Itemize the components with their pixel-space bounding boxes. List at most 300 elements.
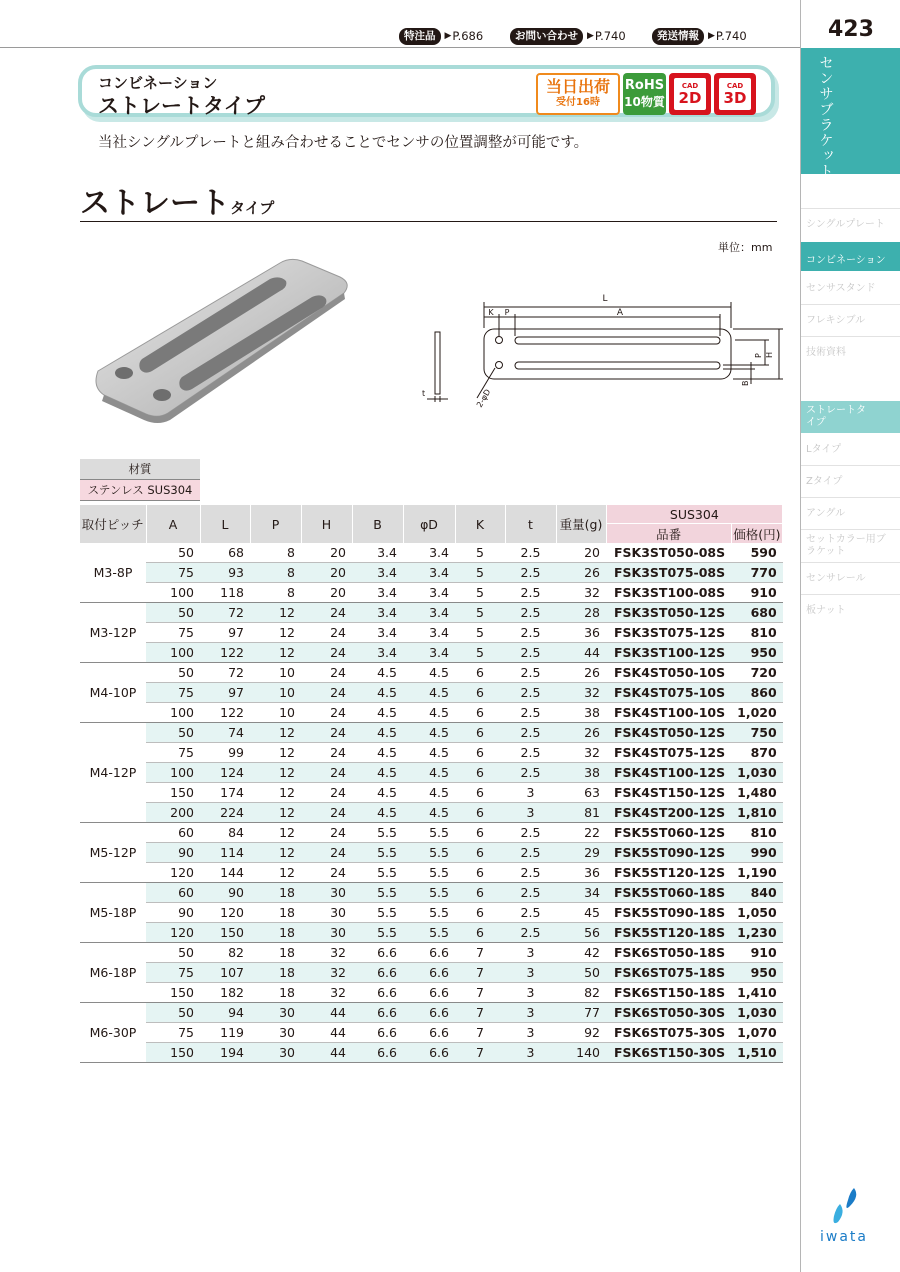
cell-p: 30 [250, 1023, 301, 1043]
cell-k: 6 [455, 663, 505, 683]
cell-d: 4.5 [403, 743, 455, 763]
cell-price: 840 [731, 883, 783, 903]
cell-l: 122 [200, 643, 250, 663]
spec-table-body [80, 543, 783, 1063]
table-row [80, 543, 783, 563]
table-row [80, 863, 783, 883]
cell-part-number[interactable]: FSK6ST050-30S [606, 1003, 731, 1023]
ref-page: P.740 [715, 29, 747, 43]
cell-p: 12 [250, 643, 301, 663]
cad-label: CAD [726, 82, 744, 90]
cell-l: 68 [200, 543, 250, 563]
cell-part-number[interactable]: FSK5ST090-18S [606, 903, 731, 923]
cell-b: 6.6 [352, 963, 403, 983]
cell-b: 5.5 [352, 863, 403, 883]
table-row [80, 723, 783, 743]
cell-l: 124 [200, 763, 250, 783]
col-header-k: K [455, 505, 505, 543]
cell-price: 1,030 [731, 1003, 783, 1023]
cell-t: 2.5 [505, 763, 556, 783]
table-row [80, 943, 783, 963]
cad-label: CAD [681, 82, 699, 90]
cell-k: 5 [455, 563, 505, 583]
cell-d: 4.5 [403, 683, 455, 703]
cell-t: 2.5 [505, 643, 556, 663]
cell-h: 44 [301, 1003, 352, 1023]
table-row [80, 623, 783, 643]
top-rule [0, 47, 800, 48]
cell-weight: 26 [556, 663, 606, 683]
cell-a: 100 [146, 583, 200, 603]
cell-l: 72 [200, 663, 250, 683]
cell-l: 122 [200, 703, 250, 723]
sidebar-item-combination: コンビネーション [806, 255, 886, 266]
cell-part-number[interactable]: FSK3ST100-12S [606, 643, 731, 663]
cell-b: 6.6 [352, 1043, 403, 1063]
cell-d: 3.4 [403, 563, 455, 583]
cell-t: 2.5 [505, 563, 556, 583]
cell-t: 3 [505, 1043, 556, 1063]
nav-divider [801, 529, 900, 530]
cell-a: 200 [146, 803, 200, 823]
cell-h: 24 [301, 843, 352, 863]
cell-part-number[interactable]: FSK3ST100-08S [606, 583, 731, 603]
cell-price: 720 [731, 663, 783, 683]
cell-b: 5.5 [352, 903, 403, 923]
cell-t: 2.5 [505, 663, 556, 683]
cell-pitch: M6-18P [80, 943, 146, 1003]
cell-pitch: M4-10P [80, 663, 146, 723]
cell-h: 24 [301, 703, 352, 723]
col-header-price: 価格(円) [731, 524, 783, 544]
cell-weight: 50 [556, 963, 606, 983]
table-row [80, 643, 783, 663]
cell-p: 12 [250, 763, 301, 783]
cell-k: 6 [455, 843, 505, 863]
cell-t: 3 [505, 963, 556, 983]
ref-inquiry[interactable] [510, 27, 626, 45]
dim-p-label: P [504, 308, 510, 317]
triangle-right-icon: ▶ [444, 31, 452, 41]
cell-h: 24 [301, 663, 352, 683]
table-row [80, 1043, 783, 1063]
sidebar-sub-plate-nut[interactable]: 板ナット [806, 605, 846, 616]
badge-line: RoHS [624, 78, 665, 93]
cell-t: 3 [505, 803, 556, 823]
cell-p: 12 [250, 603, 301, 623]
cad-3d-button[interactable] [714, 73, 756, 115]
cell-t: 2.5 [505, 843, 556, 863]
cell-p: 18 [250, 983, 301, 1003]
cell-a: 50 [146, 723, 200, 743]
table-row [80, 763, 783, 783]
cell-part-number[interactable]: FSK4ST150-12S [606, 783, 731, 803]
cell-d: 3.4 [403, 623, 455, 643]
cell-l: 97 [200, 623, 250, 643]
dim-d-label: 2-φD [474, 387, 493, 409]
cell-l: 84 [200, 823, 250, 843]
cell-l: 194 [200, 1043, 250, 1063]
cell-b: 4.5 [352, 723, 403, 743]
cell-a: 120 [146, 863, 200, 883]
cell-k: 6 [455, 823, 505, 843]
cell-k: 5 [455, 583, 505, 603]
cell-k: 5 [455, 623, 505, 643]
cell-t: 2.5 [505, 723, 556, 743]
section-rule [80, 221, 777, 222]
cad-2d-label: 2D [678, 89, 702, 107]
cell-part-number[interactable]: FSK5ST120-12S [606, 863, 731, 883]
cell-pitch: M4-12P [80, 723, 146, 823]
cell-part-number[interactable]: FSK4ST100-10S [606, 703, 731, 723]
material-value: ステンレス SUS304 [80, 480, 200, 501]
cell-l: 120 [200, 903, 250, 923]
cell-pitch: M5-18P [80, 883, 146, 943]
cell-d: 6.6 [403, 1023, 455, 1043]
cell-k: 5 [455, 603, 505, 623]
table-row [80, 923, 783, 943]
cell-h: 24 [301, 643, 352, 663]
sidebar-item-flexible[interactable]: フレキシブル [806, 315, 866, 326]
ref-label: お問い合わせ [510, 28, 583, 45]
cell-d: 5.5 [403, 923, 455, 943]
cell-h: 24 [301, 683, 352, 703]
cell-part-number[interactable]: FSK3ST075-12S [606, 623, 731, 643]
cell-k: 7 [455, 1003, 505, 1023]
cell-price: 950 [731, 963, 783, 983]
cell-d: 6.6 [403, 963, 455, 983]
dim-t-label: t [422, 389, 426, 398]
cell-b: 6.6 [352, 1023, 403, 1043]
cell-p: 30 [250, 1003, 301, 1023]
cell-l: 144 [200, 863, 250, 883]
cell-part-number[interactable]: FSK4ST200-12S [606, 803, 731, 823]
cell-price: 1,410 [731, 983, 783, 1003]
cell-h: 44 [301, 1023, 352, 1043]
cell-l: 224 [200, 803, 250, 823]
dim-a-label: A [616, 308, 624, 318]
sidebar-sub-l-type[interactable]: Lタイプ [806, 444, 842, 455]
cell-d: 3.4 [403, 543, 455, 563]
cell-k: 6 [455, 683, 505, 703]
cell-part-number[interactable]: FSK5ST060-18S [606, 883, 731, 903]
cell-part-number[interactable]: FSK5ST090-12S [606, 843, 731, 863]
cell-d: 5.5 [403, 903, 455, 923]
cell-t: 3 [505, 943, 556, 963]
cell-d: 6.6 [403, 1043, 455, 1063]
cell-a: 60 [146, 823, 200, 843]
cell-h: 20 [301, 543, 352, 563]
badge-line: 受付16時 [556, 97, 600, 108]
cell-price: 1,230 [731, 923, 783, 943]
cell-price: 750 [731, 723, 783, 743]
cell-d: 3.4 [403, 643, 455, 663]
page-divider [800, 0, 801, 1272]
cell-p: 12 [250, 863, 301, 883]
header-title: ストレートタイプ [98, 94, 265, 118]
cell-b: 4.5 [352, 663, 403, 683]
cell-a: 50 [146, 1003, 200, 1023]
page-number: 423 [828, 17, 874, 42]
material-header: 材質 [80, 459, 200, 480]
cell-price: 810 [731, 823, 783, 843]
cell-part-number[interactable]: FSK4ST075-10S [606, 683, 731, 703]
cell-a: 50 [146, 543, 200, 563]
unit-label: 単位：mm [718, 241, 773, 254]
cell-b: 4.5 [352, 683, 403, 703]
section-title-suffix: タイプ [230, 199, 275, 217]
table-row [80, 663, 783, 683]
ref-label: 発送情報 [652, 28, 704, 45]
cell-p: 18 [250, 883, 301, 903]
cell-d: 4.5 [403, 703, 455, 723]
col-header-sus304: SUS304 [606, 505, 783, 524]
ref-custom[interactable] [399, 27, 483, 45]
col-header-part-number: 品番 [606, 524, 731, 544]
cad-2d-icon [674, 78, 706, 110]
cell-h: 24 [301, 763, 352, 783]
ref-page: P.686 [452, 29, 484, 43]
cell-l: 150 [200, 923, 250, 943]
cell-h: 20 [301, 563, 352, 583]
cell-b: 4.5 [352, 763, 403, 783]
cell-weight: 26 [556, 723, 606, 743]
cell-a: 50 [146, 663, 200, 683]
cell-l: 97 [200, 683, 250, 703]
cell-k: 7 [455, 983, 505, 1003]
cell-h: 24 [301, 863, 352, 883]
dim-h-label: H [765, 351, 774, 358]
cell-part-number[interactable]: FSK4ST100-12S [606, 763, 731, 783]
iwata-logo-icon [826, 1186, 862, 1228]
sidebar-item-single-plate[interactable]: シングルプレート [806, 219, 885, 230]
cell-a: 75 [146, 743, 200, 763]
badge-line: 当日出荷 [545, 77, 610, 96]
cell-h: 32 [301, 983, 352, 1003]
table-row [80, 1023, 783, 1043]
table-row [80, 563, 783, 583]
cell-h: 24 [301, 603, 352, 623]
same-day-shipping-badge [536, 73, 620, 115]
nav-divider [801, 562, 900, 563]
cell-price: 990 [731, 843, 783, 863]
col-header-t: t [505, 505, 556, 543]
cell-t: 2.5 [505, 683, 556, 703]
cell-part-number[interactable]: FSK3ST050-08S [606, 543, 731, 563]
col-header-weight: 重量(g) [556, 505, 606, 543]
cell-part-number[interactable]: FSK4ST075-12S [606, 743, 731, 763]
cell-p: 30 [250, 1043, 301, 1063]
cell-b: 4.5 [352, 743, 403, 763]
cell-b: 6.6 [352, 983, 403, 1003]
cell-d: 5.5 [403, 843, 455, 863]
col-header-a: A [146, 505, 200, 543]
cell-l: 74 [200, 723, 250, 743]
table-row [80, 823, 783, 843]
col-header-p: P [250, 505, 301, 543]
cell-part-number[interactable]: FSK3ST075-08S [606, 563, 731, 583]
cell-price: 1,510 [731, 1043, 783, 1063]
cell-t: 2.5 [505, 603, 556, 623]
cell-d: 6.6 [403, 983, 455, 1003]
cell-l: 182 [200, 983, 250, 1003]
cell-p: 12 [250, 803, 301, 823]
sidebar-sub-z-type[interactable]: Zタイプ [806, 476, 843, 487]
iwata-logo-text: iwata [820, 1229, 868, 1245]
nav-divider [801, 594, 900, 595]
cell-b: 3.4 [352, 583, 403, 603]
cell-t: 2.5 [505, 823, 556, 843]
cell-a: 120 [146, 923, 200, 943]
cell-part-number[interactable]: FSK5ST120-18S [606, 923, 731, 943]
sidebar-sub-angle[interactable]: アングル [806, 508, 846, 519]
cad-2d-button[interactable] [669, 73, 711, 115]
col-header-l: L [200, 505, 250, 543]
dim-p-vertical-label: P [754, 353, 763, 358]
table-row [80, 1003, 783, 1023]
cell-h: 30 [301, 903, 352, 923]
rohs-badge [623, 73, 666, 115]
cell-t: 2.5 [505, 583, 556, 603]
cell-weight: 36 [556, 623, 606, 643]
cell-weight: 92 [556, 1023, 606, 1043]
cell-p: 12 [250, 823, 301, 843]
sidebar-item-sensor-stand[interactable]: センサスタンド [806, 283, 876, 294]
cell-k: 6 [455, 723, 505, 743]
cell-price: 1,020 [731, 703, 783, 723]
cell-weight: 56 [556, 923, 606, 943]
cell-k: 6 [455, 923, 505, 943]
sidebar-sub-straight: ストレートタイプ [806, 405, 866, 428]
cell-price: 1,190 [731, 863, 783, 883]
cell-part-number[interactable]: FSK4ST050-12S [606, 723, 731, 743]
col-header-h: H [301, 505, 352, 543]
dim-k-label: K [488, 308, 494, 317]
cell-t: 2.5 [505, 863, 556, 883]
cell-weight: 28 [556, 603, 606, 623]
cell-p: 12 [250, 743, 301, 763]
cell-price: 1,070 [731, 1023, 783, 1043]
cell-b: 4.5 [352, 803, 403, 823]
cell-part-number[interactable]: FSK3ST050-12S [606, 603, 731, 623]
material-table [80, 459, 200, 501]
table-row [80, 963, 783, 983]
cell-a: 50 [146, 603, 200, 623]
cell-h: 24 [301, 823, 352, 843]
cell-b: 5.5 [352, 883, 403, 903]
cell-a: 100 [146, 703, 200, 723]
cell-l: 82 [200, 943, 250, 963]
cell-b: 6.6 [352, 1003, 403, 1023]
cell-d: 4.5 [403, 723, 455, 743]
cell-d: 4.5 [403, 663, 455, 683]
sidebar-sub-sensor-rail[interactable]: センサレール [806, 573, 866, 584]
cell-k: 7 [455, 1043, 505, 1063]
cell-h: 20 [301, 583, 352, 603]
badge-line: 10物質 [624, 95, 665, 109]
sidebar-sub-set-collar[interactable]: セットカラー用ブラケット [806, 534, 886, 557]
cell-price: 590 [731, 543, 783, 563]
triangle-right-icon: ▶ [708, 31, 715, 41]
cell-part-number[interactable]: FSK6ST075-18S [606, 963, 731, 983]
cell-part-number[interactable]: FSK6ST150-30S [606, 1043, 731, 1063]
cell-weight: 38 [556, 703, 606, 723]
cell-price: 810 [731, 623, 783, 643]
cell-l: 118 [200, 583, 250, 603]
cell-d: 5.5 [403, 883, 455, 903]
nav-divider [801, 497, 900, 498]
cell-b: 3.4 [352, 563, 403, 583]
cell-t: 3 [505, 1003, 556, 1023]
cell-weight: 32 [556, 683, 606, 703]
cell-a: 90 [146, 903, 200, 923]
cell-b: 4.5 [352, 703, 403, 723]
cell-k: 6 [455, 883, 505, 903]
cell-part-number[interactable]: FSK6ST050-18S [606, 943, 731, 963]
cell-t: 2.5 [505, 703, 556, 723]
cell-k: 6 [455, 743, 505, 763]
table-row [80, 743, 783, 763]
table-row [80, 683, 783, 703]
cell-d: 4.5 [403, 803, 455, 823]
cell-p: 8 [250, 583, 301, 603]
cell-part-number[interactable]: FSK6ST075-30S [606, 1023, 731, 1043]
cell-a: 75 [146, 1023, 200, 1043]
cell-weight: 34 [556, 883, 606, 903]
table-row [80, 883, 783, 903]
cell-p: 10 [250, 663, 301, 683]
cell-h: 30 [301, 923, 352, 943]
col-header-d: φD [403, 505, 455, 543]
cell-price: 910 [731, 583, 783, 603]
cell-h: 24 [301, 803, 352, 823]
cell-d: 5.5 [403, 823, 455, 843]
cell-k: 7 [455, 963, 505, 983]
spec-table [80, 505, 783, 1063]
col-header-b: B [352, 505, 403, 543]
cell-weight: 63 [556, 783, 606, 803]
cell-k: 5 [455, 643, 505, 663]
sidebar-item-technical[interactable]: 技術資料 [806, 347, 846, 358]
nav-divider [801, 465, 900, 466]
cell-part-number[interactable]: FSK6ST150-18S [606, 983, 731, 1003]
cell-b: 5.5 [352, 823, 403, 843]
section-title [80, 186, 274, 226]
cell-weight: 29 [556, 843, 606, 863]
cell-l: 107 [200, 963, 250, 983]
cell-weight: 20 [556, 543, 606, 563]
cell-part-number[interactable]: FSK4ST050-10S [606, 663, 731, 683]
dimension-drawing [405, 288, 785, 413]
cell-a: 75 [146, 683, 200, 703]
cell-pitch: M5-12P [80, 823, 146, 883]
ref-shipping[interactable] [652, 27, 747, 45]
cell-b: 3.4 [352, 623, 403, 643]
cell-d: 6.6 [403, 943, 455, 963]
cell-a: 60 [146, 883, 200, 903]
cell-p: 10 [250, 703, 301, 723]
cell-p: 10 [250, 683, 301, 703]
cell-pitch: M3-12P [80, 603, 146, 663]
cell-b: 4.5 [352, 783, 403, 803]
cell-p: 12 [250, 843, 301, 863]
cell-p: 18 [250, 903, 301, 923]
cell-p: 12 [250, 783, 301, 803]
cell-a: 75 [146, 963, 200, 983]
cell-k: 6 [455, 903, 505, 923]
cell-part-number[interactable]: FSK5ST060-12S [606, 823, 731, 843]
cell-h: 24 [301, 743, 352, 763]
